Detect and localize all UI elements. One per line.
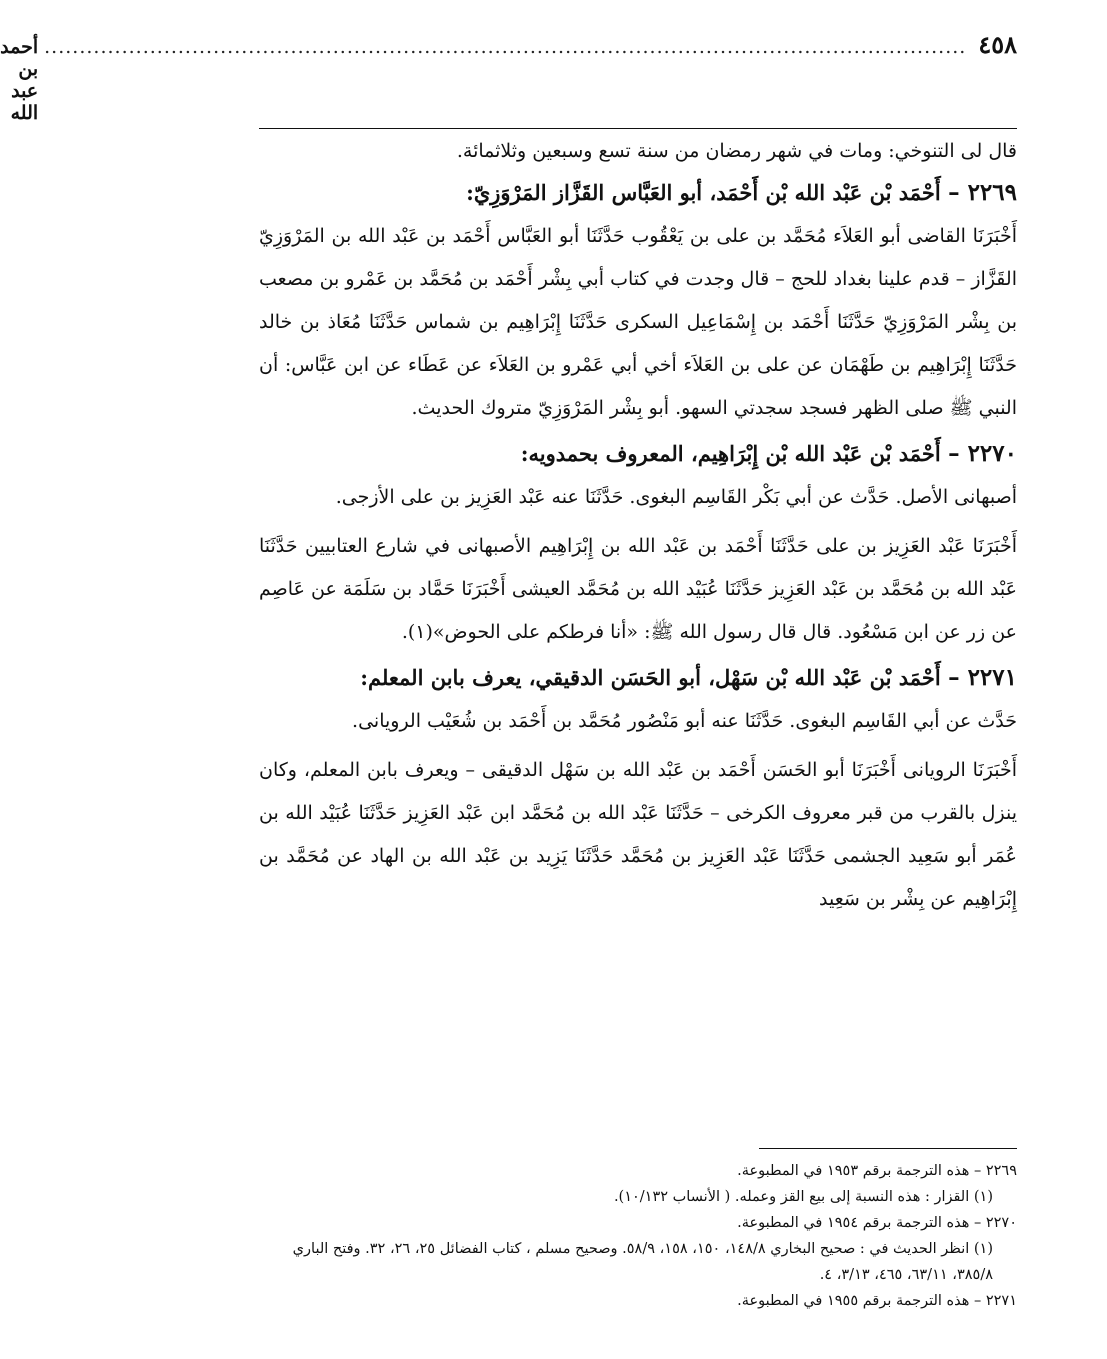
- footnote: (١) انظر الحديث في : صحيح البخاري ١٤٨/٨، ١٥٠، ١٥٨، ٥٨/٩. وصحيح مسلم ، كتاب الفضائل ٢٥، ٢٦، ٣٢. وفتح الباري ٣٨٥/٨، ٦٣/١١، ٤٦٥، ٣/١٣، ٤.: [292, 1241, 993, 1283]
- entry-paragraph: أصبهانى الأصل. حَدَّث عن أبي بَكْر القَاسِم البغوى. حَدَّثَنَا عنه عَبْد العَزِيز بن على الأزجى.: [335, 486, 1017, 508]
- header-leader-dots: ...................................................................................................................................: [44, 36, 967, 58]
- footnotes: [259, 1158, 1017, 1314]
- entry-number: ٢٢٧١ –: [948, 664, 1017, 691]
- entry-paragraph: أَخْبَرَنَا عَبْد العَزِيز بن على حَدَّثَنَا أَحْمَد بن عَبْد الله بن إِبْرَاهِيم الأصبهانى في شارع العتابيين حَدَّثَنَا عَبْد الله بن مُحَمَّد بن عَبْد العَزِيز حَدَّثَنَا عُبَيْد الله بن مُحَمَّد العيشى أَخْبَرَنَا حَمَّاد بن سَلَمَة عن عَاصِم عن زر عن ابن مَسْعُود. قال قال رسول الله ﷺ: «أنا فرطكم على الحوض»(١).: [259, 535, 1017, 643]
- entry-title: أَحْمَد بْن عَبْد الله بْن إِبْرَاهِيم، المعروف بحمدويه:: [520, 441, 941, 466]
- entry-number: ٢٢٧٠ –: [948, 440, 1017, 467]
- footnote: (١) القزار : هذه النسبة إلى بيع القز وعمله. ( الأنساب ١٠/١٣٢).: [613, 1189, 993, 1205]
- footnote: ٢٢٦٩ – هذه الترجمة برقم ١٩٥٣ في المطبوعة.: [737, 1163, 1017, 1179]
- page: [0, 30, 1017, 921]
- page-number: ٤٥٨: [978, 30, 1017, 59]
- header-title: أحمد بن عبد الله: [0, 36, 39, 124]
- entry-number: ٢٢٦٩ –: [948, 179, 1017, 206]
- entry-heading-2269: [259, 171, 1017, 215]
- intro-line: قال لى التنوخي: ومات في شهر رمضان من سنة تسع وسبعين وثلاثمائة.: [456, 140, 1017, 162]
- footnote-divider: [759, 1148, 1017, 1149]
- running-head: [0, 30, 1017, 129]
- entry-title: أَحْمَد بْن عَبْد الله بْن أَحْمَد، أبو العَبَّاس القَزَّاز المَرْوَزِيّ:: [466, 180, 941, 205]
- body-text: [259, 133, 1017, 921]
- entry-paragraph: أَخْبَرَنَا الرويانى أَخْبَرَنَا أبو الحَسَن أَحْمَد بن عَبْد الله بن سَهْل الدقيقى – ويعرف بابن المعلم، وكان ينزل بالقرب من قبر معروف الكرخى – حَدَّثَنَا عَبْد الله بن مُحَمَّد ابن عَبْد العَزِيز حَدَّثَنَا عُبَيْد الله بن عُمَر أبو سَعِيد الجشمى حَدَّثَنَا عَبْد العَزِيز بن مُحَمَّد حَدَّثَنَا يَزِيد بن عَبْد الله بن الهاد عن مُحَمَّد بن إِبْرَاهِيم عن بِشْر بن سَعِيد: [259, 759, 1017, 910]
- entry-heading-2270: [259, 432, 1017, 476]
- footnote: ٢٢٧٠ – هذه الترجمة برقم ١٩٥٤ في المطبوعة.: [737, 1215, 1017, 1231]
- entry-title: أَحْمَد بْن عَبْد الله بْن سَهْل، أبو الحَسَن الدقيقي، يعرف بابن المعلم:: [360, 665, 941, 690]
- footnote: ٢٢٧١ – هذه الترجمة برقم ١٩٥٥ في المطبوعة.: [737, 1293, 1017, 1309]
- entry-paragraph: أَخْبَرَنَا القاضى أبو العَلاَء مُحَمَّد بن على بن يَعْقُوب حَدَّثَنَا أبو العَبَّاس أَحْمَد بن عَبْد الله بن المَرْوَزِيّ القَزَّاز – قدم علينا بغداد للحج – قال وجدت في كتاب أبي بِشْر أَحْمَد بن مُحَمَّد بن عَمْرو بن مصعب بن بِشْر المَرْوَزِيّ حَدَّثَنَا أَحْمَد بن إِسْمَاعِيل السكرى حَدَّثَنَا إِبْرَاهِيم بن شماس حَدَّثَنَا مُعَاذ بن خالد حَدَّثَنَا إِبْرَاهِيم بن طَهْمَان عن على بن العَلاَء أخي أبي عَمْرو بن العَلاَء عن عَطَاء عن ابن عَبَّاس: أن النبي ﷺ صلى الظهر فسجد سجدتي السهو. أبو بِشْر المَرْوَزِيّ متروك الحديث.: [259, 225, 1017, 419]
- entry-paragraph: حَدَّث عن أبي القَاسِم البغوى. حَدَّثَنَا عنه أبو مَنْصُور مُحَمَّد بن أَحْمَد بن شُعَيْب الرويانى.: [352, 710, 1017, 732]
- entry-heading-2271: [259, 656, 1017, 700]
